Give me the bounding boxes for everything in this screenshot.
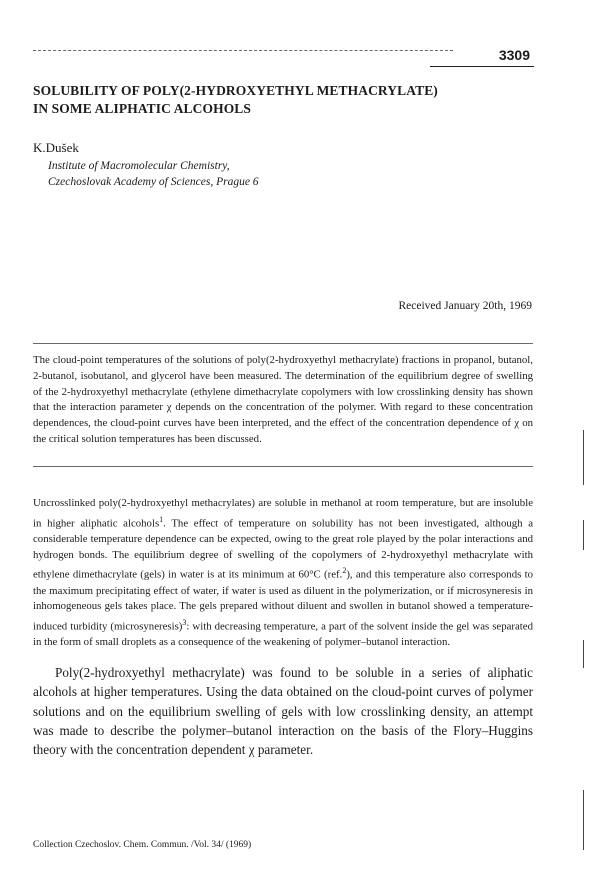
page-number: 3309 xyxy=(498,47,530,63)
reference-2: 2 xyxy=(342,566,347,576)
abstract-bottom-rule xyxy=(33,466,533,467)
author-affiliation xyxy=(48,158,488,190)
reference-3: 3 xyxy=(182,618,187,628)
margin-mark xyxy=(583,640,584,668)
intro-text-2: . The effect of temperature on solubility has not been investigated, although a considerable temperature dependence can be expected, owing to the great role played by the polar interactions and hydrogen bonds. The equilibrium degree of swelling of the copolymers of 2-hydroxyethyl methacrylate with ethylene dimethacrylate (gels) in water is at its minimum at 60°C (ref. xyxy=(33,517,534,581)
intro-text-1: Uncrosslinked poly(2-hydroxyethyl methacrylates) are soluble in methanol at room temperature, but are insoluble in higher aliphatic alcohols xyxy=(33,497,533,530)
intro-paragraph xyxy=(33,496,533,651)
abstract-text: The cloud-point temperatures of the solutions of poly(2-hydroxyethyl methacrylate) fractions in propanol, butanol, 2-butanol, isobutanol, and glycerol have been measured. The determination of the equilibrium degree of swelling of the 2-hydroxyethyl methacrylate (ethylene dimethacrylate copolymers with low crosslinking density has shown that the interaction parameter χ depends on the concentration of the polymer. With regard to these concentration dependences, the cloud-point curves have been interpreted, and the effect of the concentration dependence of χ on the critical solution temperatures has been discussed. xyxy=(33,354,533,445)
header-rule-left xyxy=(33,50,453,51)
margin-mark xyxy=(583,430,584,485)
intro-text-4: : with decreasing temperature, a part of the solvent inside the gel was separated in the form of small droplets as a consequence of the weakening of polymer–butanol interaction. xyxy=(33,620,533,649)
intro-text-3: ), and this temperature also corresponds to the maximum precipitating effect of water, if water is used as diluent in the polymerization, or if microsyneresis in inhomogeneous gels takes place. The gels prepared without diluent and swollen in butanol showed a temperature-induced turbidity (microsyneresis) xyxy=(33,569,533,633)
title-line-2: IN SOME ALIPHATIC ALCOHOLS xyxy=(33,101,252,116)
affiliation-line-2: Czechoslovak Academy of Sciences, Prague 6 xyxy=(48,176,259,188)
title-line-1: SOLUBILITY OF POLY(2-HYDROXYETHYL METHACRYLATE) xyxy=(33,83,438,98)
author-name: K.Dušek xyxy=(33,140,79,155)
abstract-top-rule xyxy=(33,343,533,344)
header-rule-right xyxy=(430,66,534,67)
journal-footer: Collection Czechoslov. Chem. Commun. /Vol. 34/ (1969) xyxy=(33,840,252,850)
body-paragraph: Poly(2-hydroxyethyl methacrylate) was found to be soluble in a series of aliphatic alcohols at higher temperatures. Using the data obtained on the cloud-point curves of polymer solutions and on the equilibrium swelling of gels with low crosslinking density, an attempt was made to describe the polymer–butanol interaction on the basis of the Flory–Huggins theory with the concentration dependent χ parameter. xyxy=(33,665,533,758)
received-date: Received January 20th, 1969 xyxy=(398,300,532,312)
reference-1: 1 xyxy=(159,514,164,524)
margin-mark xyxy=(583,790,584,850)
affiliation-line-1: Institute of Macromolecular Chemistry, xyxy=(48,160,230,172)
article-title xyxy=(33,82,533,118)
margin-mark xyxy=(583,520,584,550)
